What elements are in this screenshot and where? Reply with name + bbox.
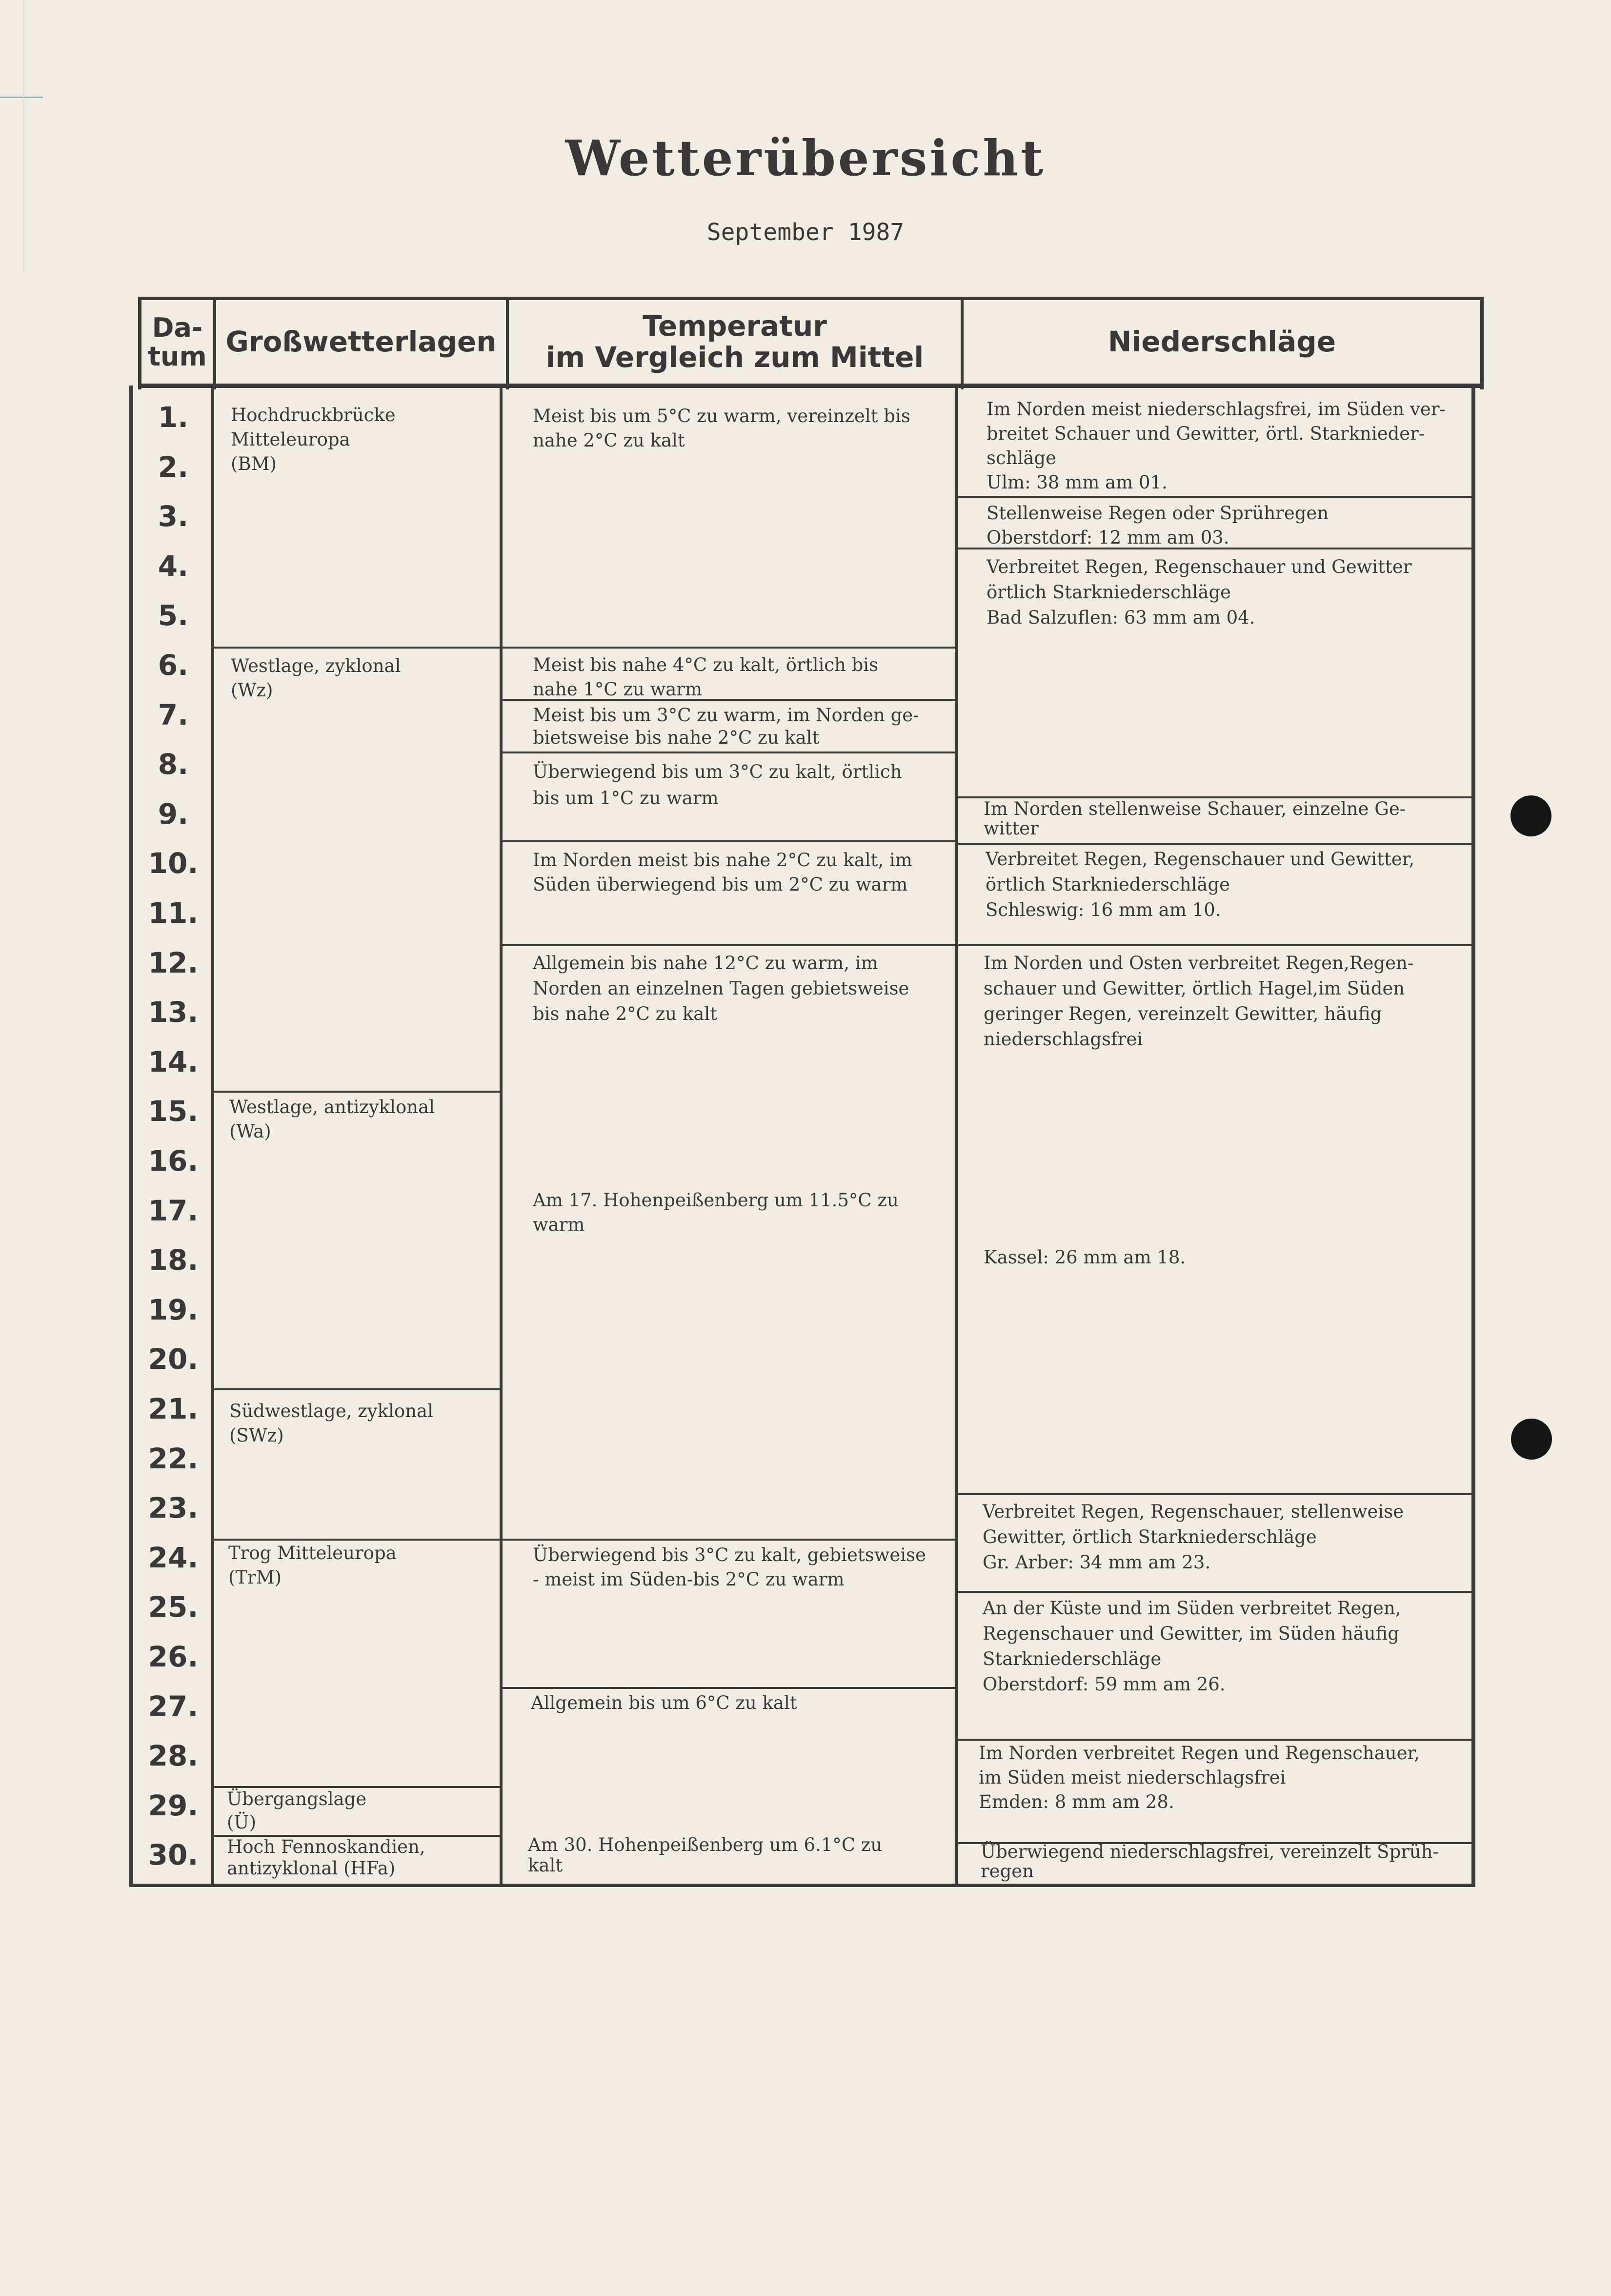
nieder-cell: Verbreitet Regen, Regenschauer und Gewitter, örtlich Starkniederschläge Schleswig: 16 mm am 10. bbox=[986, 849, 1415, 920]
nieder-cell: Verbreitet Regen, Regenschauer und Gewitter örtlich Starkniederschläge Bad Salzuflen: 63 mm am 04. bbox=[987, 556, 1412, 628]
gross-cell: Trog Mitteleuropa (TrM) bbox=[228, 1543, 397, 1588]
header-temperatur: Temperatur im Vergleich zum Mittel bbox=[545, 309, 924, 374]
nieder-cell: Überwiegend niederschlagsfrei, vereinzelt Sprüh- regen bbox=[981, 1841, 1439, 1882]
day-number: 29. bbox=[148, 1789, 199, 1822]
punch-hole bbox=[1511, 1419, 1552, 1460]
temp-cell: Am 30. Hohenpeißenberg um 6.1°C zu kalt bbox=[528, 1834, 883, 1876]
page-subtitle: September 1987 bbox=[706, 219, 905, 246]
temp-cell: Überwiegend bis 3°C zu kalt, gebietsweise - meist im Süden-bis 2°C zu warm bbox=[533, 1544, 926, 1590]
header-grosswetterlagen: Großwetterlagen bbox=[225, 325, 497, 359]
day-number: 22. bbox=[148, 1442, 199, 1475]
day-number: 12. bbox=[148, 946, 199, 979]
day-number: 20. bbox=[148, 1342, 199, 1376]
day-number: 26. bbox=[148, 1640, 199, 1673]
nieder-cell: Im Norden verbreitet Regen und Regenschauer, im Süden meist niederschlagsfrei Emden: 8 mm am 28. bbox=[979, 1743, 1420, 1812]
day-number: 18. bbox=[148, 1243, 199, 1277]
day-number: 15. bbox=[148, 1095, 199, 1128]
nieder-cell: Im Norden und Osten verbreitet Regen,Regen- schauer und Gewitter, örtlich Hagel,im Süden geringer Regen, vereinzelt Gewitter, häufig niederschlagsfrei bbox=[984, 953, 1414, 1050]
header-niederschlaege: Niederschläge bbox=[1108, 325, 1336, 359]
day-number: 23. bbox=[148, 1491, 199, 1524]
nieder-cell: Verbreitet Regen, Regenschauer, stellenweise Gewitter, örtlich Starkniederschläge Gr. Arber: 34 mm am 23. bbox=[983, 1501, 1404, 1573]
day-number: 17. bbox=[148, 1194, 199, 1227]
punch-hole bbox=[1510, 795, 1551, 836]
day-number: 7. bbox=[158, 698, 189, 731]
day-number: 10. bbox=[148, 847, 199, 880]
temp-cell: Meist bis um 3°C zu warm, im Norden ge- bietsweise bis nahe 2°C zu kalt bbox=[533, 705, 919, 748]
day-number: 28. bbox=[148, 1739, 199, 1772]
nieder-cell: Kassel: 26 mm am 18. bbox=[984, 1247, 1186, 1268]
day-number: 13. bbox=[148, 996, 199, 1029]
day-number: 21. bbox=[148, 1392, 199, 1425]
day-number: 19. bbox=[148, 1293, 199, 1326]
day-number: 6. bbox=[158, 649, 189, 682]
gross-cell: Südwestlage, zyklonal (SWz) bbox=[229, 1401, 433, 1446]
margin-mark bbox=[0, 97, 43, 98]
day-number: 11. bbox=[148, 896, 199, 930]
temp-cell: Im Norden meist bis nahe 2°C zu kalt, im Süden überwiegend bis um 2°C zu warm bbox=[533, 850, 912, 895]
page-title: Wetterübersicht bbox=[565, 129, 1046, 187]
day-number: 14. bbox=[148, 1045, 199, 1078]
day-number: 8. bbox=[158, 748, 189, 781]
nieder-cell: Im Norden stellenweise Schauer, einzelne Ge- witter bbox=[984, 798, 1406, 839]
day-number: 25. bbox=[148, 1590, 199, 1624]
day-number: 30. bbox=[148, 1838, 199, 1871]
day-number: 1. bbox=[158, 401, 189, 434]
temp-cell: Am 17. Hohenpeißenberg um 11.5°C zu warm bbox=[533, 1190, 899, 1235]
temp-cell: Meist bis nahe 4°C zu kalt, örtlich bis nahe 1°C zu warm bbox=[533, 654, 879, 700]
gross-cell: Westlage, zyklonal (Wz) bbox=[231, 655, 401, 701]
gross-cell: Übergangslage (Ü) bbox=[227, 1788, 367, 1833]
temp-cell: Allgemein bis nahe 12°C zu warm, im Norden an einzelnen Tagen gebietsweise bis nahe 2°C zu kalt bbox=[533, 953, 909, 1024]
temp-cell: Überwiegend bis um 3°C zu kalt, örtlich bis um 1°C zu warm bbox=[533, 761, 902, 809]
day-number: 2. bbox=[158, 450, 189, 484]
gross-cell: Hoch Fennoskandien, antizyklonal (HFa) bbox=[227, 1836, 425, 1879]
nieder-cell: Im Norden meist niederschlagsfrei, im Süden ver- breitet Schauer und Gewitter, örtl. Starknieder- schläge Ulm: 38 mm am 01. bbox=[987, 399, 1446, 493]
gross-cell: Hochdruckbrücke Mitteleuropa (BM) bbox=[231, 405, 396, 474]
header-datum: Da- tum bbox=[148, 312, 207, 372]
day-number: 27. bbox=[148, 1690, 199, 1723]
day-number: 5. bbox=[158, 599, 189, 632]
day-number: 24. bbox=[148, 1541, 199, 1574]
gross-cell: Westlage, antizyklonal (Wa) bbox=[229, 1097, 435, 1142]
day-number: 9. bbox=[158, 797, 189, 831]
temp-cell: Allgemein bis um 6°C zu kalt bbox=[531, 1692, 797, 1713]
day-number: 16. bbox=[148, 1144, 199, 1178]
temp-cell: Meist bis um 5°C zu warm, vereinzelt bis nahe 2°C zu kalt bbox=[533, 406, 910, 451]
day-number: 3. bbox=[158, 500, 189, 533]
day-number: 4. bbox=[158, 549, 189, 583]
nieder-cell: An der Küste und im Süden verbreitet Regen, Regenschauer und Gewitter, im Süden häufig Starkniederschläge Oberstdorf: 59 mm am 26. bbox=[983, 1598, 1401, 1695]
nieder-cell: Stellenweise Regen oder Sprühregen Oberstdorf: 12 mm am 03. bbox=[987, 503, 1329, 548]
